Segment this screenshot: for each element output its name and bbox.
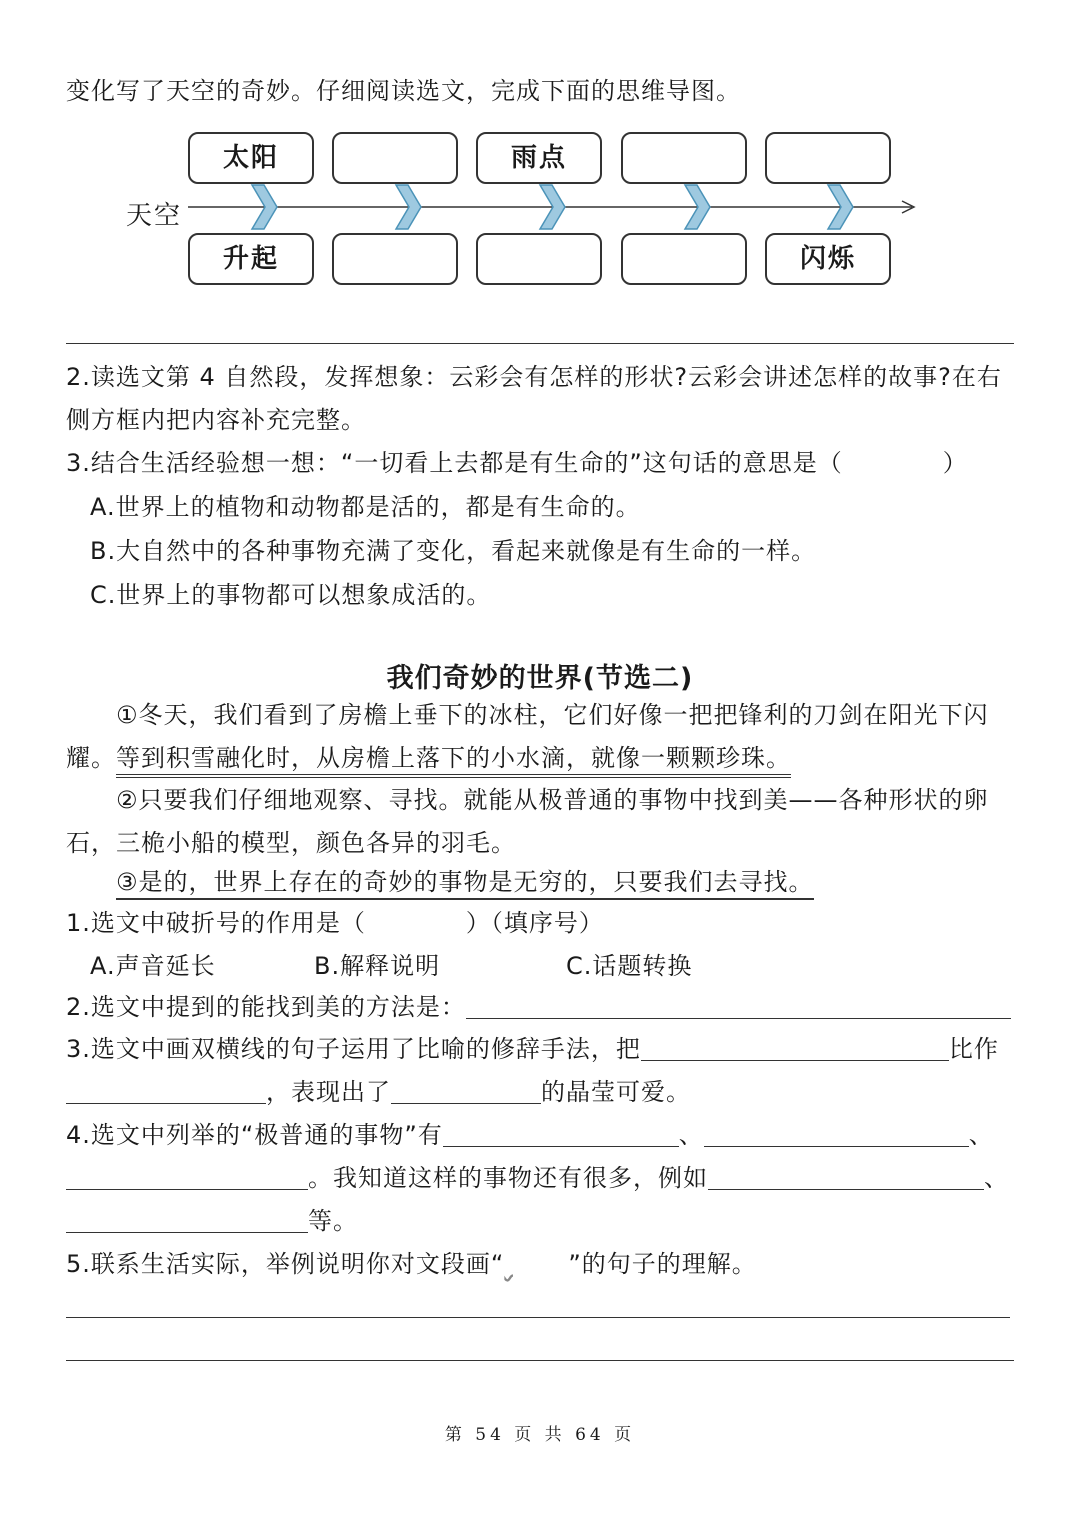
s2-option-c[interactable]: C.话题转换: [566, 952, 693, 980]
mind-map-box-top-3: 雨点: [476, 132, 602, 184]
intro-text: 变化写了天空的奇妙。仔细阅读选文，完成下面的思维导图。: [66, 77, 741, 105]
mind-map-box-top-5[interactable]: [765, 132, 891, 184]
mind-map-box-bottom-4[interactable]: [621, 233, 747, 285]
answer-blank[interactable]: [66, 1165, 308, 1190]
s2-question-3-text: ，表现出了: [266, 1078, 391, 1106]
mind-map-box-top-4[interactable]: [621, 132, 747, 184]
separator: 、: [984, 1164, 1009, 1192]
passage-para-2-line2: 石，三桅小船的模型，颜色各异的羽毛。: [66, 829, 516, 857]
s2-question-4-line1: [66, 1120, 994, 1150]
s2-question-5-text: 5.联系生活实际，举例说明你对文段画“: [66, 1250, 505, 1278]
passage-para-1-line2: [66, 743, 791, 773]
answer-blank[interactable]: [391, 1079, 541, 1104]
answer-line[interactable]: [66, 1317, 1010, 1318]
answer-line[interactable]: [66, 1360, 1014, 1361]
underlined-sentence: ③是的，世界上存在的奇妙的事物是无穷的，只要我们去寻找。: [116, 868, 814, 900]
answer-blank[interactable]: [466, 994, 1011, 1019]
mind-map-box-top-2[interactable]: [332, 132, 458, 184]
question-2-line2: 侧方框内把内容补充完整。: [66, 406, 366, 434]
s2-question-2-text: 2.选文中提到的能找到美的方法是：: [66, 993, 466, 1021]
answer-line[interactable]: [66, 343, 1014, 344]
mind-map-box-top-1: 太阳: [188, 132, 314, 184]
s2-question-4-text: 4.选文中列举的“极普通的事物”有: [66, 1121, 443, 1149]
answer-blank[interactable]: [443, 1122, 679, 1147]
passage-para-3: [116, 867, 814, 897]
s2-question-3-text: 的晶莹可爱。: [541, 1078, 691, 1106]
s2-question-3-line2: [66, 1077, 691, 1107]
answer-blank[interactable]: [66, 1208, 308, 1233]
option-c[interactable]: C.世界上的事物都可以想象成活的。: [90, 581, 492, 609]
question-2-line1: 2.读选文第 4 自然段，发挥想象：云彩会有怎样的形状?云彩会讲述怎样的故事?在右: [66, 363, 1002, 391]
s2-question-3-line1: [66, 1034, 999, 1064]
s2-question-5: [66, 1249, 757, 1279]
passage-title: 我们奇妙的世界(节选二): [386, 663, 694, 694]
option-a[interactable]: A.世界上的植物和动物都是活的，都是有生命的。: [90, 493, 641, 521]
passage-para-1-line1: ①冬天，我们看到了房檐上垂下的冰柱，它们好像一把把锋利的刀剑在阳光下闪: [116, 701, 989, 729]
mind-map-box-bottom-2[interactable]: [332, 233, 458, 285]
s2-question-4-line3: [66, 1206, 358, 1236]
separator: 、: [968, 1121, 994, 1149]
page-number: 第 54 页 共 64 页: [444, 1425, 636, 1445]
wavy-underline-sample: [504, 1249, 568, 1279]
answer-blank[interactable]: [704, 1122, 969, 1147]
s2-question-3-text: 3.选文中画双横线的句子运用了比喻的修辞手法，把: [66, 1035, 641, 1063]
passage-text: 耀。: [66, 744, 116, 772]
question-3: 3.结合生活经验想一想：“一切看上去都是有生命的”这句话的意思是（ ）: [66, 449, 968, 477]
separator: 、: [678, 1121, 704, 1149]
s2-question-2: [66, 992, 1011, 1022]
mind-map-box-bottom-3[interactable]: [476, 233, 602, 285]
s2-option-b[interactable]: B.解释说明: [314, 952, 441, 980]
s2-question-4-text: 。我知道这样的事物还有很多，例如: [308, 1164, 708, 1192]
s2-question-5-text: ”的句子的理解。: [568, 1250, 757, 1278]
s2-question-4-text: 等。: [308, 1207, 358, 1235]
mind-map-label: 天空: [126, 201, 183, 231]
mind-map-box-bottom-5: 闪烁: [765, 233, 891, 285]
passage-para-2-line1: ②只要我们仔细地观察、寻找。就能从极普通的事物中找到美——各种形状的卵: [116, 786, 989, 814]
s2-question-1: 1.选文中破折号的作用是（ ）（填序号）: [66, 909, 604, 937]
s2-option-a[interactable]: A.声音延长: [90, 952, 216, 980]
double-underlined-sentence: 等到积雪融化时，从房檐上落下的小水滴，就像一颗颗珍珠。: [116, 744, 791, 778]
s2-question-3-text: 比作: [948, 1035, 999, 1063]
s2-question-4-line2: [66, 1163, 1009, 1193]
answer-blank[interactable]: [66, 1079, 266, 1104]
mind-map-box-bottom-1: 升起: [188, 233, 314, 285]
answer-blank[interactable]: [641, 1036, 949, 1061]
answer-blank[interactable]: [708, 1165, 984, 1190]
option-b[interactable]: B.大自然中的各种事物充满了变化，看起来就像是有生命的一样。: [90, 537, 817, 565]
